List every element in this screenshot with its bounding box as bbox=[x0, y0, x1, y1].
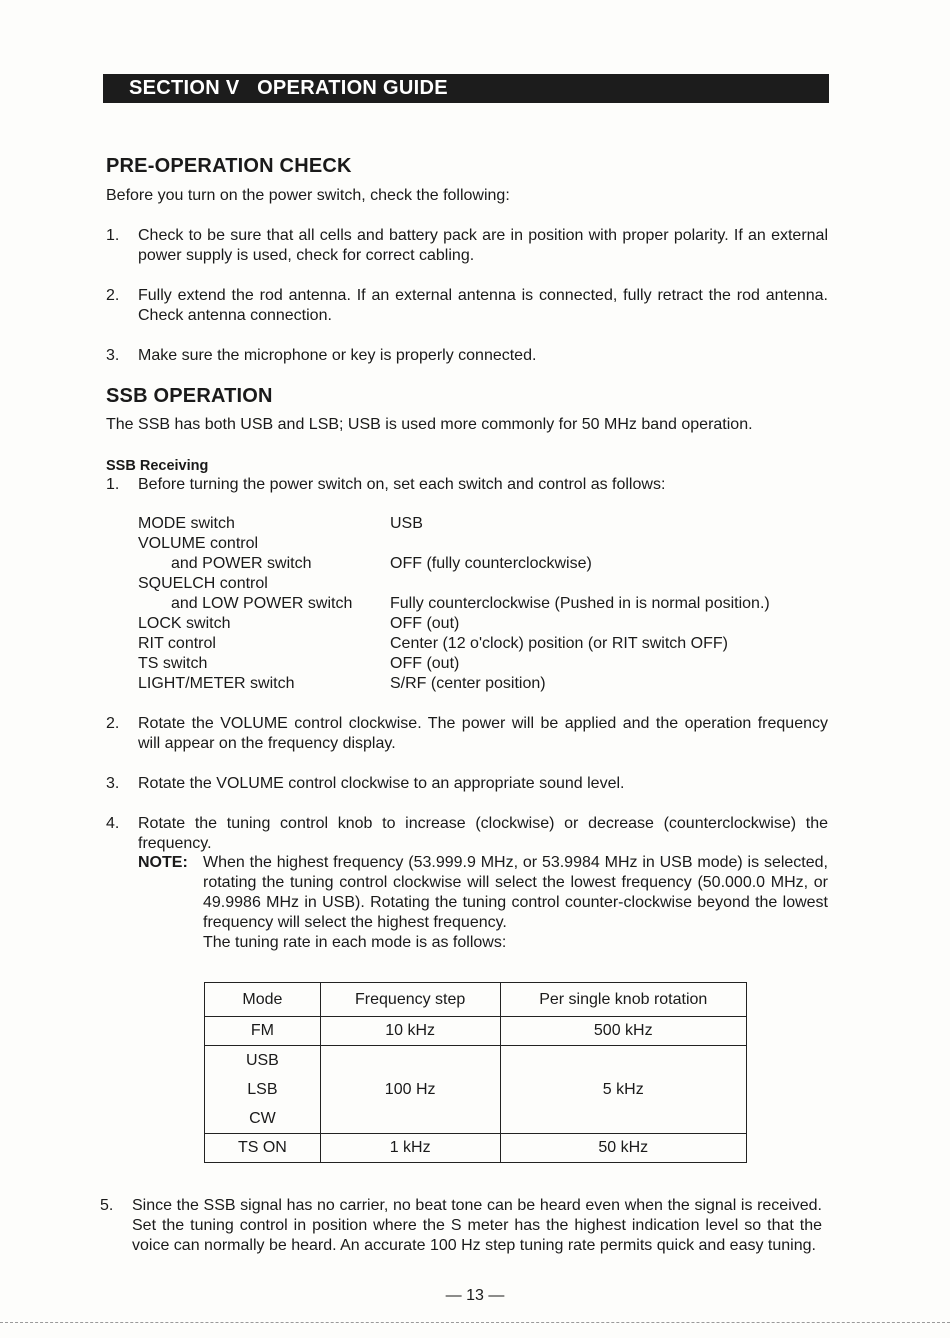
setting-row bbox=[138, 534, 828, 554]
list-number: 2. bbox=[106, 287, 120, 304]
list-item bbox=[106, 714, 828, 754]
setting-row bbox=[138, 654, 828, 674]
table-header: Frequency step bbox=[320, 983, 500, 1017]
table-row bbox=[205, 1017, 747, 1046]
table-cell: 5 kHz bbox=[500, 1046, 746, 1134]
list-item bbox=[100, 1196, 822, 1256]
setting-row bbox=[138, 574, 828, 594]
setting-row bbox=[138, 634, 828, 654]
list-text: Rotate the VOLUME control clockwise to an appropriate sound level. bbox=[138, 775, 625, 792]
table-header-row bbox=[205, 983, 747, 1017]
pre-operation-heading: PRE-OPERATION CHECK bbox=[106, 155, 352, 177]
setting-row bbox=[138, 514, 828, 534]
ssb-operation-heading: SSB OPERATION bbox=[106, 385, 273, 407]
list-number: 4. bbox=[106, 815, 120, 832]
tuning-rate-table bbox=[204, 982, 747, 1163]
list-text: Fully extend the rod antenna. If an external antenna is connected, fully retract the rod antenna. Check antenna connection. bbox=[138, 287, 828, 324]
setting-value: OFF (fully counterclockwise) bbox=[390, 555, 592, 572]
bottom-divider bbox=[0, 1322, 950, 1323]
mode-label: CW bbox=[249, 1110, 276, 1127]
list-number: 5. bbox=[100, 1197, 114, 1214]
setting-control: and POWER switch bbox=[171, 555, 312, 572]
setting-control: RIT control bbox=[138, 635, 216, 652]
list-item bbox=[106, 286, 828, 326]
table-cell: 100 Hz bbox=[320, 1046, 500, 1134]
tuning-rate-intro: The tuning rate in each mode is as follows: bbox=[203, 934, 507, 951]
list-item bbox=[106, 814, 828, 854]
list-item bbox=[106, 346, 828, 366]
table-cell: 50 kHz bbox=[500, 1134, 746, 1163]
table-header: Mode bbox=[205, 983, 321, 1017]
pre-operation-intro: Before you turn on the power switch, check the following: bbox=[106, 187, 510, 204]
table-cell: 500 kHz bbox=[500, 1017, 746, 1046]
list-text: Rotate the VOLUME control clockwise. The power will be applied and the operation frequency will appear on the frequency display. bbox=[138, 715, 828, 752]
setting-value: Fully counterclockwise (Pushed in is normal position.) bbox=[390, 595, 770, 612]
setting-row bbox=[138, 674, 828, 694]
table-cell: 1 kHz bbox=[320, 1134, 500, 1163]
table-row bbox=[205, 1046, 747, 1134]
ssb-intro: The SSB has both USB and LSB; USB is used more commonly for 50 MHz band operation. bbox=[106, 416, 753, 433]
setting-row bbox=[138, 594, 828, 614]
page-number: — 13 — bbox=[445, 1287, 505, 1304]
settings-list bbox=[138, 514, 828, 694]
setting-control: MODE switch bbox=[138, 515, 235, 532]
list-number: 3. bbox=[106, 347, 120, 364]
section-banner: SECTION V OPERATION GUIDE bbox=[103, 74, 829, 103]
list-item bbox=[106, 774, 828, 794]
list-number: 1. bbox=[106, 227, 120, 244]
list-number: 1. bbox=[106, 476, 120, 493]
ssb-receiving-heading: SSB Receiving bbox=[106, 458, 209, 474]
table-cell: TS ON bbox=[205, 1134, 321, 1163]
setting-value: S/RF (center position) bbox=[390, 675, 546, 692]
setting-control: LOCK switch bbox=[138, 615, 231, 632]
note-label: NOTE: bbox=[138, 854, 188, 871]
setting-row bbox=[138, 614, 828, 634]
mode-label: LSB bbox=[247, 1081, 278, 1098]
list-text: Rotate the tuning control knob to increase (clockwise) or decrease (counterclockwise) the frequency. bbox=[138, 815, 828, 852]
table-row bbox=[205, 1134, 747, 1163]
setting-row bbox=[138, 554, 828, 574]
note-text: When the highest frequency (53.999.9 MHz, or 53.9984 MHz in USB mode) is selected, rotating the tuning control clockwise will select the lowest frequency (50.000.0 MHz, or 49.9986 MHz in USB). Rotating the tuning control counter-clockwise beyond the lowest frequency will select the highest frequency. bbox=[203, 854, 828, 931]
setting-value: OFF (out) bbox=[390, 615, 460, 632]
list-item bbox=[106, 226, 828, 266]
table-cell: FM bbox=[205, 1017, 321, 1046]
list-text: Before turning the power switch on, set each switch and control as follows: bbox=[138, 476, 666, 493]
list-text: Make sure the microphone or key is properly connected. bbox=[138, 347, 537, 364]
setting-value: OFF (out) bbox=[390, 655, 460, 672]
setting-control: and LOW POWER switch bbox=[171, 595, 353, 612]
note-block bbox=[138, 853, 828, 933]
setting-control: TS switch bbox=[138, 655, 208, 672]
setting-control: VOLUME control bbox=[138, 535, 259, 552]
table-header: Per single knob rotation bbox=[500, 983, 746, 1017]
list-text: Check to be sure that all cells and battery pack are in position with proper polarity. If an external power supply is used, check for correct cabling. bbox=[138, 227, 828, 264]
list-text: Since the SSB signal has no carrier, no beat tone can be heard even when the signal is received. Set the tuning control in position where the S meter has the highest indication level so that the voice can normally be heard. An accurate 100 Hz step tuning rate permits quick and easy tuning. bbox=[132, 1197, 822, 1254]
mode-label: USB bbox=[245, 1052, 279, 1069]
setting-control: LIGHT/METER switch bbox=[138, 675, 295, 692]
list-number: 2. bbox=[106, 715, 120, 732]
table-cell: 10 kHz bbox=[320, 1017, 500, 1046]
setting-value: USB bbox=[390, 515, 423, 532]
setting-value: Center (12 o'clock) position (or RIT switch OFF) bbox=[390, 635, 728, 652]
list-number: 3. bbox=[106, 775, 120, 792]
setting-control: SQUELCH control bbox=[138, 575, 268, 592]
list-item bbox=[106, 475, 828, 495]
table-cell bbox=[205, 1046, 321, 1134]
